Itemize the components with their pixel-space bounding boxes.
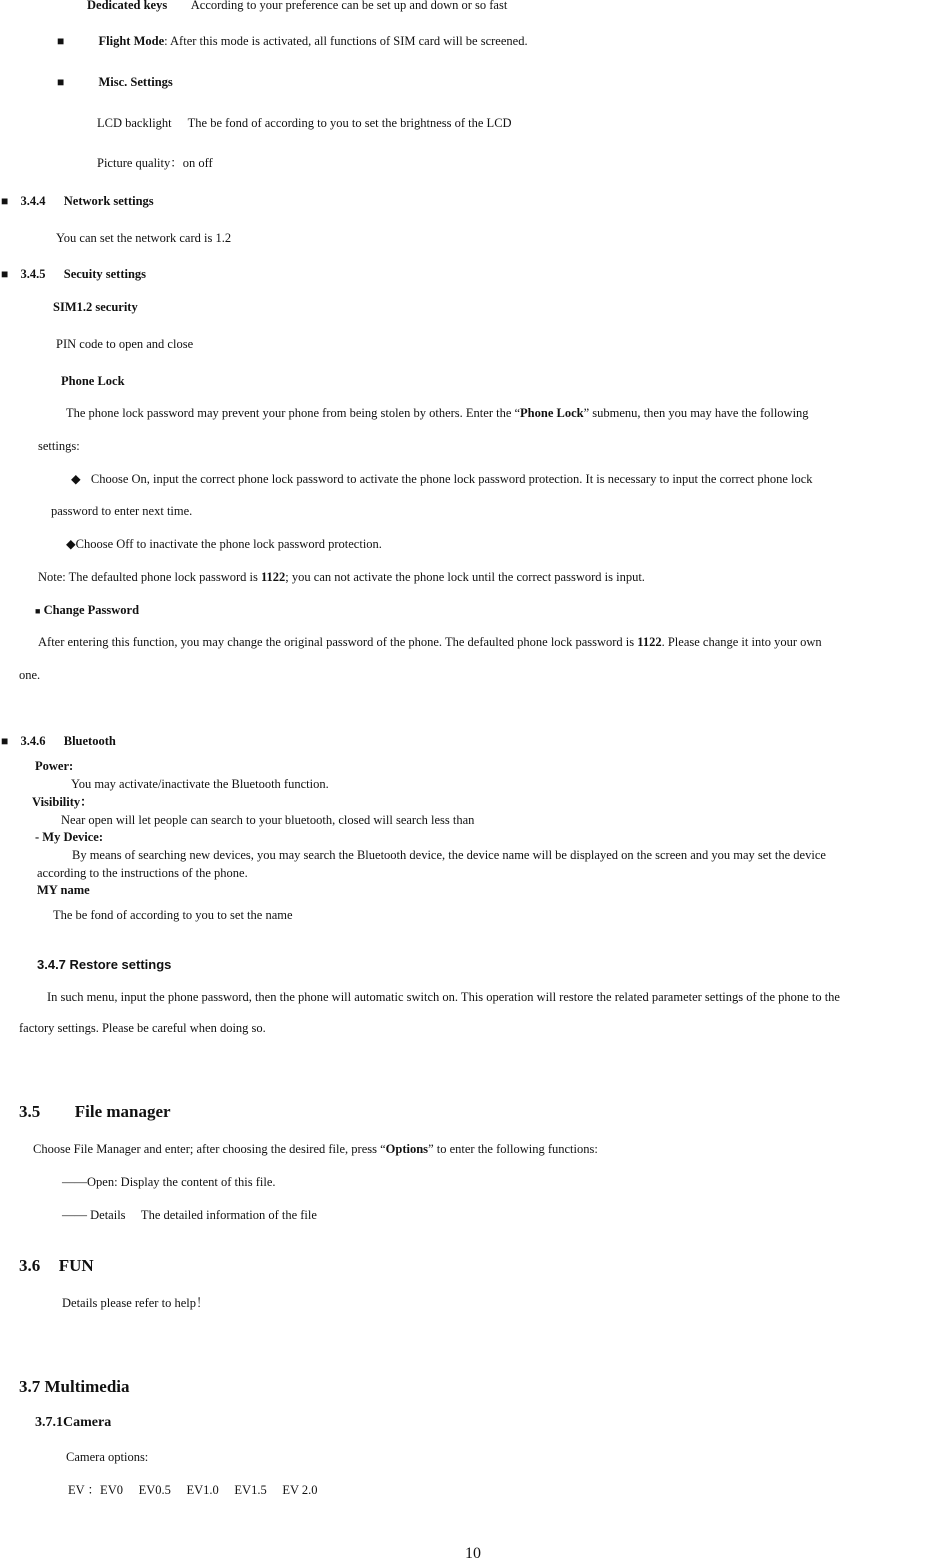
- security-settings-heading: [1, 267, 146, 282]
- file-manager-intro-c: ” to enter the following functions:: [428, 1142, 598, 1156]
- flight-mode-text: : After this mode is activated, all functions of SIM card will be screened.: [164, 34, 528, 48]
- phone-lock-note: [38, 570, 645, 585]
- square-bullet-icon: ■: [1, 267, 9, 281]
- note-password: 1122: [260, 570, 286, 584]
- phone-lock-text-c: ” submenu, then you may have the following: [583, 406, 809, 420]
- change-password-line2: one.: [19, 668, 41, 682]
- note-text-c: ; you can not activate the phone lock until the correct password is input.: [285, 570, 645, 584]
- file-manager-details: —— Details The detailed information of the file: [62, 1208, 317, 1222]
- lcd-backlight-line: [97, 116, 512, 131]
- camera-heading: 3.7.1Camera: [35, 1415, 112, 1430]
- diamond-bullet-icon: ◆: [66, 537, 76, 551]
- bluetooth-visibility-text: Near open will let people can search to your bluetooth, closed will search less than: [61, 813, 475, 827]
- bluetooth-power-label: Power:: [35, 759, 74, 773]
- file-manager-heading: [19, 1102, 171, 1122]
- network-settings-heading: [1, 194, 154, 209]
- security-settings-number: 3.4.5: [20, 267, 46, 281]
- camera-options-label: Camera options:: [66, 1450, 149, 1464]
- diamond-bullet-icon: ◆: [71, 472, 81, 486]
- choose-on-line1: [71, 472, 813, 487]
- file-manager-title: File manager: [74, 1102, 171, 1121]
- lcd-backlight-label: LCD backlight: [97, 116, 172, 130]
- choose-off-text: Choose Off to inactivate the phone lock password protection.: [75, 537, 382, 551]
- file-manager-number: 3.5: [19, 1102, 41, 1121]
- choose-off-line: [66, 537, 382, 552]
- change-password-heading: [35, 603, 139, 618]
- restore-settings-line1: In such menu, input the phone password, then the phone will automatic switch on. This operation will restore the related parameter settings of the phone to the: [47, 990, 840, 1004]
- picture-quality-line: [97, 156, 213, 171]
- page-number: 10: [465, 1545, 481, 1562]
- fun-number: 3.6: [19, 1256, 41, 1275]
- network-settings-title: Network settings: [63, 194, 154, 208]
- change-password-title: Change Password: [43, 603, 140, 617]
- bluetooth-my-name-label: MY name: [37, 883, 90, 897]
- bluetooth-visibility-label: Visibility：: [32, 795, 93, 809]
- bluetooth-my-device-label: - My Device:: [35, 830, 104, 844]
- change-text-a: After entering this function, you may change the original password of the phone. The defaulted phone lock password is: [38, 635, 638, 649]
- square-bullet-icon: ■: [57, 34, 65, 48]
- phone-lock-paragraph-line2: settings:: [38, 439, 80, 453]
- bluetooth-number: 3.4.6: [20, 734, 46, 748]
- phone-lock-label: Phone Lock: [61, 374, 125, 388]
- bluetooth-my-device-text1: By means of searching new devices, you may search the Bluetooth device, the device name will be displayed on the screen and you may set the device: [72, 848, 826, 862]
- square-bullet-icon: ■: [1, 734, 9, 748]
- picture-quality-text: on off: [182, 156, 213, 170]
- bluetooth-power-text: You may activate/inactivate the Bluetooth function.: [71, 777, 329, 791]
- network-settings-text: You can set the network card is 1.2: [56, 231, 232, 245]
- bluetooth-title: Bluetooth: [63, 734, 116, 748]
- camera-ev-values: EV ：EV0 EV0.5 EV1.0 EV1.5 EV 2.0: [68, 1483, 318, 1497]
- file-manager-options: Options: [385, 1142, 429, 1156]
- change-password-line1: [38, 635, 822, 650]
- restore-settings-line2: factory settings. Please be careful when doing so.: [19, 1021, 266, 1035]
- note-text-a: Note: The defaulted phone lock password is: [38, 570, 261, 584]
- dedicated-keys-label: Dedicated keys: [87, 0, 168, 12]
- square-bullet-icon: ■: [1, 194, 9, 208]
- square-bullet-icon: ■: [35, 606, 41, 616]
- choose-on-text: Choose On, input the correct phone lock password to activate the phone lock password protection. It is necessary to input the correct phone lock: [90, 472, 813, 486]
- dedicated-keys-line: [87, 0, 507, 13]
- fun-text: Details please refer to help！: [62, 1296, 209, 1310]
- fun-title: FUN: [58, 1256, 94, 1275]
- multimedia-heading: 3.7 Multimedia: [19, 1377, 130, 1396]
- bluetooth-my-name-text: The be fond of according to you to set the name: [53, 908, 293, 922]
- misc-settings-line: [57, 75, 173, 90]
- lcd-backlight-text: The be fond of according to you to set the brightness of the LCD: [187, 116, 512, 130]
- change-text-c: . Please change it into your own: [661, 635, 822, 649]
- bluetooth-heading: [1, 734, 116, 749]
- fun-heading: [19, 1256, 94, 1276]
- sim-security-label: SIM1.2 security: [53, 300, 138, 314]
- flight-mode-label: Flight Mode: [98, 34, 165, 48]
- file-manager-intro-a: Choose File Manager and enter; after choosing the desired file, press “: [33, 1142, 386, 1156]
- dedicated-keys-text: According to your preference can be set up and down or so fast: [190, 0, 508, 12]
- security-settings-title: Secuity settings: [63, 267, 147, 281]
- misc-settings-label: Misc. Settings: [98, 75, 173, 89]
- pin-code-text: PIN code to open and close: [56, 337, 194, 351]
- flight-mode-line: [57, 34, 528, 49]
- phone-lock-text-a: The phone lock password may prevent your phone from being stolen by others. Enter the “: [66, 406, 521, 420]
- change-password-default: 1122: [637, 635, 662, 649]
- file-manager-intro: [33, 1142, 598, 1157]
- choose-on-line2: password to enter next time.: [51, 504, 193, 518]
- file-manager-open: ——Open: Display the content of this file.: [62, 1175, 276, 1189]
- restore-settings-heading: 3.4.7 Restore settings: [37, 957, 172, 972]
- bluetooth-my-device-text2: according to the instructions of the phone.: [37, 866, 248, 880]
- phone-lock-paragraph-line1: [66, 406, 809, 421]
- picture-quality-label: Picture quality：: [97, 156, 183, 170]
- square-bullet-icon: ■: [57, 75, 65, 89]
- phone-lock-text-bold: Phone Lock: [520, 406, 584, 420]
- network-settings-number: 3.4.4: [20, 194, 46, 208]
